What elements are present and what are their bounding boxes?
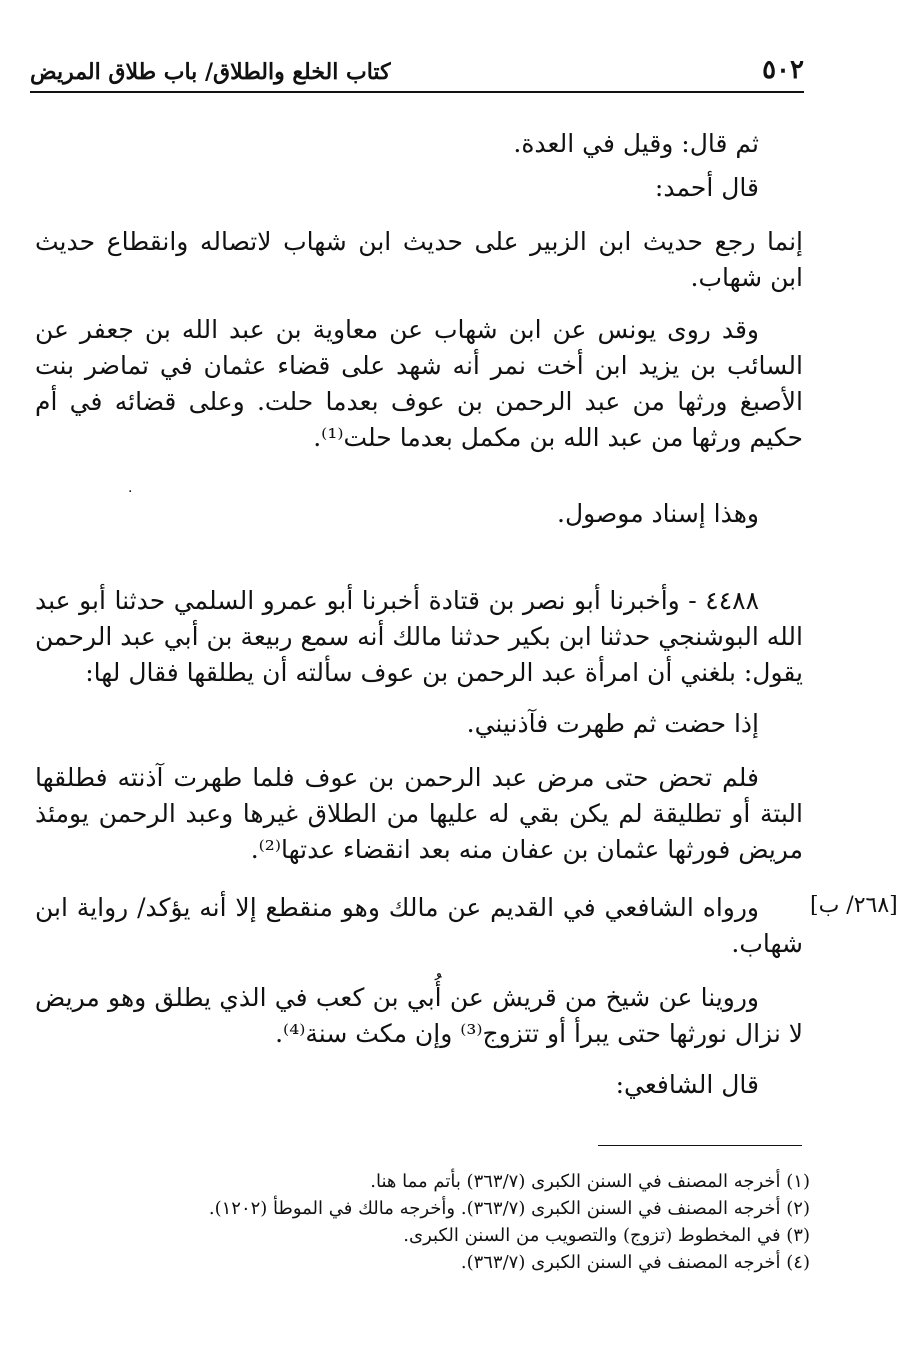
paragraph: إذا حضت ثم طهرت فآذنيني. — [466, 709, 759, 738]
page-number: ٥٠٢ — [762, 55, 804, 85]
footnote-separator — [598, 1145, 802, 1146]
text-block-2 — [35, 170, 803, 206]
stray-dot: · — [128, 484, 133, 500]
hadith-paragraph: ٤٤٨٨ - وأخبرنا أبو نصر بن قتادة أخبرنا أبو عمرو السلمي حدثنا أبو عبد الله البوشنجي حدثنا ابن بكير حدثنا مالك أنه سمع ربيعة بن أبي عبد الرحمن يقول: بلغني أن امرأة عبد الرحمن بن عوف سألته أن يطلقها فقال لها: — [35, 586, 803, 687]
paragraph: إنما رجع حديث ابن الزبير على حديث ابن شهاب لاتصاله وانقطاع حديث ابن شهاب. — [35, 227, 803, 292]
text-block-1 — [35, 126, 803, 162]
paragraph: وهذا إسناد موصول. — [557, 499, 759, 528]
footnotes — [200, 1168, 810, 1276]
manuscript-folio-note: [٢٦٨/ ب] — [810, 893, 898, 918]
text-block-6 — [35, 583, 803, 691]
paragraph: وقد روى يونس عن ابن شهاب عن معاوية بن عبد الله بن جعفر عن السائب بن يزيد ابن أخت نمر أنه شهد على قضاء عثمان في تماضر بنت الأصبغ ورثها من عبد الرحمن بن عوف بعدما حلت. وعلى قضائه في أم حكيم ورثها من عبد الله بن مكمل بعدما حلت⁽¹⁾. — [35, 315, 803, 452]
text-block-11 — [35, 1067, 803, 1103]
paragraph: قال أحمد: — [654, 173, 759, 202]
paragraph: قال الشافعي: — [615, 1070, 759, 1099]
paragraph: ورواه الشافعي في القديم عن مالك وهو منقطع إلا أنه يؤكد/ رواية ابن شهاب. — [35, 893, 803, 958]
text-block-8 — [35, 760, 803, 868]
text-block-7 — [35, 706, 803, 742]
paragraph: وروينا عن شيخ من قريش عن أُبي بن كعب في الذي يطلق وهو مريض لا نزال نورثها حتى يبرأ أو تتزوج⁽³⁾ وإن مكث سنة⁽⁴⁾. — [35, 983, 803, 1048]
paragraph: ثم قال: وقيل في العدة. — [513, 129, 759, 158]
footnote: (١) أخرجه المصنف في السنن الكبرى (٣٦٣/٧) بأتم مما هنا. — [370, 1171, 810, 1192]
footnote: (٢) أخرجه المصنف في السنن الكبرى (٣٦٣/٧). وأخرجه مالك في الموطأ (١٢٠٢). — [208, 1198, 810, 1219]
footnote: (٣) في المخطوط (تزوج) والتصويب من السنن الكبرى. — [403, 1225, 810, 1246]
text-block-3 — [35, 224, 803, 296]
footnote: (٤) أخرجه المصنف في السنن الكبرى (٣٦٣/٧). — [460, 1252, 810, 1273]
text-block-9 — [35, 890, 803, 962]
page-header — [30, 55, 804, 93]
text-block-5 — [35, 496, 803, 532]
text-block-10 — [35, 980, 803, 1052]
paragraph: فلم تحض حتى مرض عبد الرحمن بن عوف فلما طهرت آذنته فطلقها البتة أو تطليقة لم يكن بقي له عليها من الطلاق غيرها وعبد الرحمن يومئذ مريض فورثها عثمان بن عفان منه بعد انقضاء عدتها⁽²⁾. — [35, 763, 803, 864]
running-title: كتاب الخلع والطلاق/ باب طلاق المريض — [30, 59, 391, 85]
text-block-4 — [35, 312, 803, 456]
